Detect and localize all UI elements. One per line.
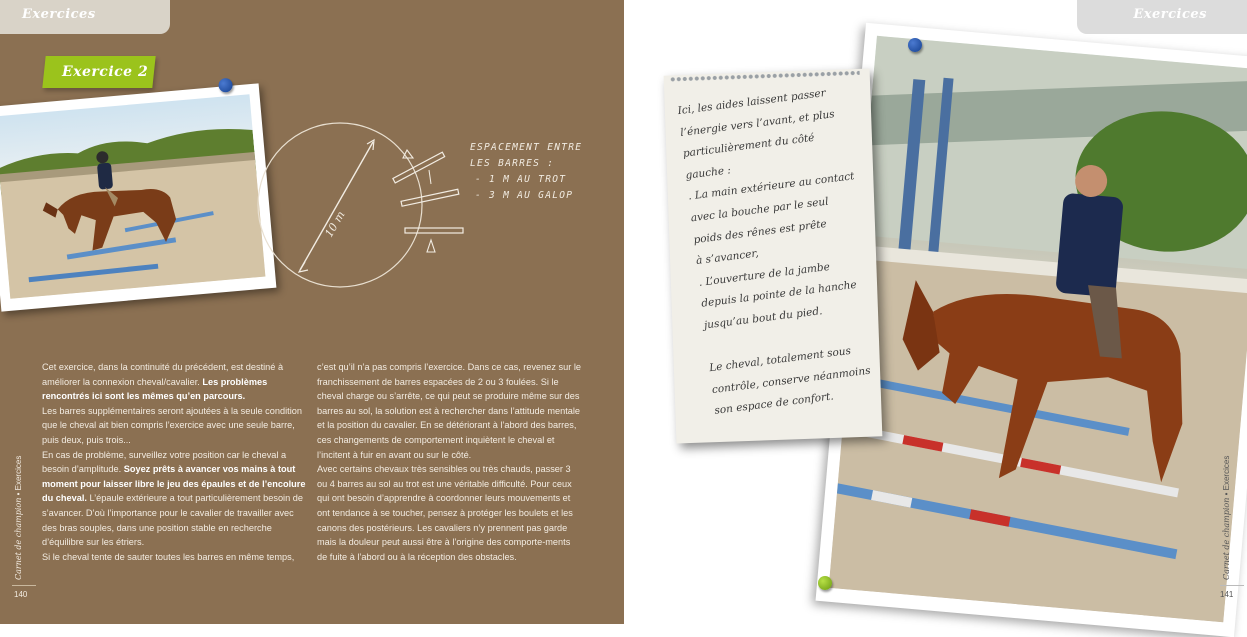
ground-pole: [401, 189, 459, 206]
page-rule: [12, 585, 36, 586]
chapter-tab: [1077, 0, 1247, 34]
blue-pin-icon: [218, 78, 233, 93]
exercise-badge: [42, 56, 155, 88]
paragraph: En cas de problème, surveillez votre position car le cheval a besoin d’amplitude. Soyez prêts à avancer vos mains à tout moment pour laisser libre le jeu des épaules et de l’encolure du cheval. L’épaule extérieure a tout particulièrement besoin de s’avancer. D’où l’importance pour le cavalier de travailler avec des bras souples, dans une position stable en recherche d’équilibre sur les étriers.: [42, 449, 306, 548]
paragraph: Les barres supplémentaires seront ajoutées à la seule condition que le cheval ait bien compris l’exercice avec une seule barre, puis deux, puis trois...: [42, 405, 302, 445]
spacing-note-title: ESPACEMENT ENTRE: [470, 142, 583, 153]
left-page: [0, 0, 624, 624]
page-rule: [1220, 585, 1244, 586]
arrowhead-icon: [403, 150, 413, 158]
side-caption: Carnet de champion • Exercices: [1222, 455, 1231, 580]
body-text-column-1: [42, 360, 308, 564]
paragraph: c’est qu’il n’a pas compris l’exercice. Dans ce cas, revenez sur le franchissement de barres espacées de 2 ou 3 foulées. Si le cheval charge ou s’arrête, ce qui peut se produire même sur des barres au sol, la solution est à rechercher dans l’attitude mentale et la position du cavalier. En se détériorant à l’abord des barres, ces changements de comportement inquiètent le cheval et l’incitent à fuir en avant ou sur le côté.: [317, 362, 581, 460]
distance-label: 10 m: [322, 208, 348, 240]
rider-photo-left: [0, 83, 276, 311]
spacing-note-title: LES BARRES :: [470, 158, 555, 169]
ground-pole: [405, 228, 463, 233]
side-caption: Carnet de champion • Exercices: [14, 455, 23, 580]
spacing-note-galop: - 3 M AU GALOP: [475, 190, 574, 201]
paragraph: Cet exercice, dans la continuité du précédent, est destiné à améliorer la connexion cheval/cavalier. Les problèmes rencontrés ici sont les mêmes qu’en parcours.: [42, 362, 284, 402]
paragraph: Si le cheval tente de sauter toutes les barres en même temps,: [42, 551, 295, 562]
spacing-note-trot: - 1 M AU TROT: [475, 174, 567, 185]
blue-pin-icon: [908, 38, 922, 52]
green-pin-icon: [818, 576, 832, 590]
exercise-title: Exercice 2: [62, 64, 149, 80]
rider-scene-illustration: [0, 94, 265, 299]
chapter-title: Exercices: [1133, 7, 1207, 22]
diagonal-line: [300, 142, 373, 270]
spacing-mark: [429, 170, 431, 184]
circle-track: [258, 123, 422, 287]
page-number-left: 140: [14, 590, 28, 599]
paragraph: Avec certains chevaux très sensibles ou très chauds, passer 3 ou 4 barres au sol au trot est une véritable difficulté. Pour ceux qui ont besoin d’apprendre à coordonner leurs mouvements et ont tendance à se toucher, pensez à protéger les boulets et les canons des postérieurs. Les cavaliers n’y prennent pas garde mais la douleur peut aussi être à l’origine des comporte-ments de fuite à l’abord ou à la réception des obstacles.: [317, 464, 573, 562]
photo-image: [0, 94, 265, 299]
page-number-right: 141: [1220, 590, 1234, 599]
ground-pole: [393, 152, 445, 183]
chapter-title: Exercices: [22, 7, 96, 22]
arrowhead-icon: [299, 262, 308, 272]
body-text-column-2: [317, 360, 583, 564]
handwritten-note-card: [664, 69, 883, 444]
note-text: Ici, les aides laissent passer l’énergie vers l’avant, et plus particulièrement du côté gauche : . La main extérieure au contact avec la bouche par le seul poids des rênes est prête à s’avancer, . L’ouverture de la jambe depuis la pointe de la hanche jusqu’au bout du pied. Le cheval, totalement sous contrôle, conserve néanmoins son espace de confort.: [677, 87, 872, 418]
arrowhead-icon: [427, 240, 435, 252]
pole-spacing-diagram: [255, 120, 615, 320]
chapter-tab: [0, 0, 170, 34]
